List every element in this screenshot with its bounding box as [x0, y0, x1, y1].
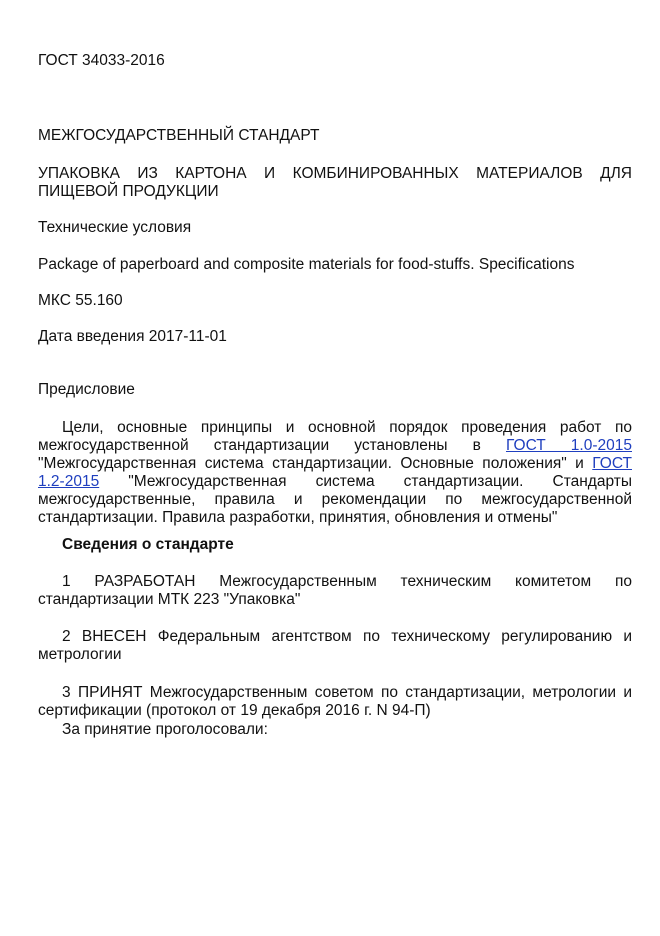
foreword-text-c: "Межгосударственная система стандартизации. Стандарты межгосударственные, правила и рекомендации по межгосударственной стандартизации. Правила разработки, принятия, обновления и отмены" [38, 473, 632, 526]
info-item-2 [38, 628, 632, 664]
standard-code: ГОСТ 34033-2016 [38, 52, 165, 69]
gost-1-0-2015-link[interactable]: ГОСТ 1.0-2015 [505, 437, 632, 454]
foreword-text-a: Цели, основные принципы и основной порядок проведения работ по межгосударственной стандартизации установлены в [38, 419, 632, 454]
title-ru: УПАКОВКА ИЗ КАРТОНА И КОМБИНИРОВАННЫХ МАТЕРИАЛОВ ДЛЯ ПИЩЕВОЙ ПРОДУКЦИИ [38, 165, 632, 200]
intro-date: Дата введения 2017-11-01 [38, 328, 227, 345]
info-item-2-label: 2 ВНЕСЕН [62, 628, 147, 645]
info-heading: Сведения о стандарте [62, 536, 234, 553]
mks-code: МКС 55.160 [38, 292, 123, 309]
info-item-1-label: 1 РАЗРАБОТАН [62, 573, 196, 590]
foreword-heading: Предисловие [38, 381, 135, 398]
standard-type: МЕЖГОСУДАРСТВЕННЫЙ СТАНДАРТ [38, 127, 320, 144]
foreword-text-b: "Межгосударственная система стандартизации. Основные положения" и [38, 455, 593, 472]
info-item-2-text: Федеральным агентством по техническому регулированию и метрологии [38, 628, 632, 663]
info-item-3-label: 3 ПРИНЯТ [62, 684, 143, 701]
info-item-1-text: Межгосударственным техническим комитетом по стандартизации МТК 223 "Упаковка" [38, 573, 632, 608]
voted-heading: За принятие проголосовали: [62, 721, 268, 738]
foreword-paragraph [38, 419, 632, 527]
info-item-3-text: Межгосударственным советом по стандартизации, метрологии и сертификации (протокол от 19 декабря 2016 г. N 94-П) [38, 684, 633, 719]
info-item-1 [38, 573, 632, 609]
subtitle-ru: Технические условия [38, 219, 192, 236]
info-item-3 [38, 684, 632, 720]
title-en: Package of paperboard and composite materials for food-stuffs. Specifications [38, 256, 575, 273]
gost-1-2-2015-link[interactable]: ГОСТ 1.2-2015 [38, 455, 632, 490]
